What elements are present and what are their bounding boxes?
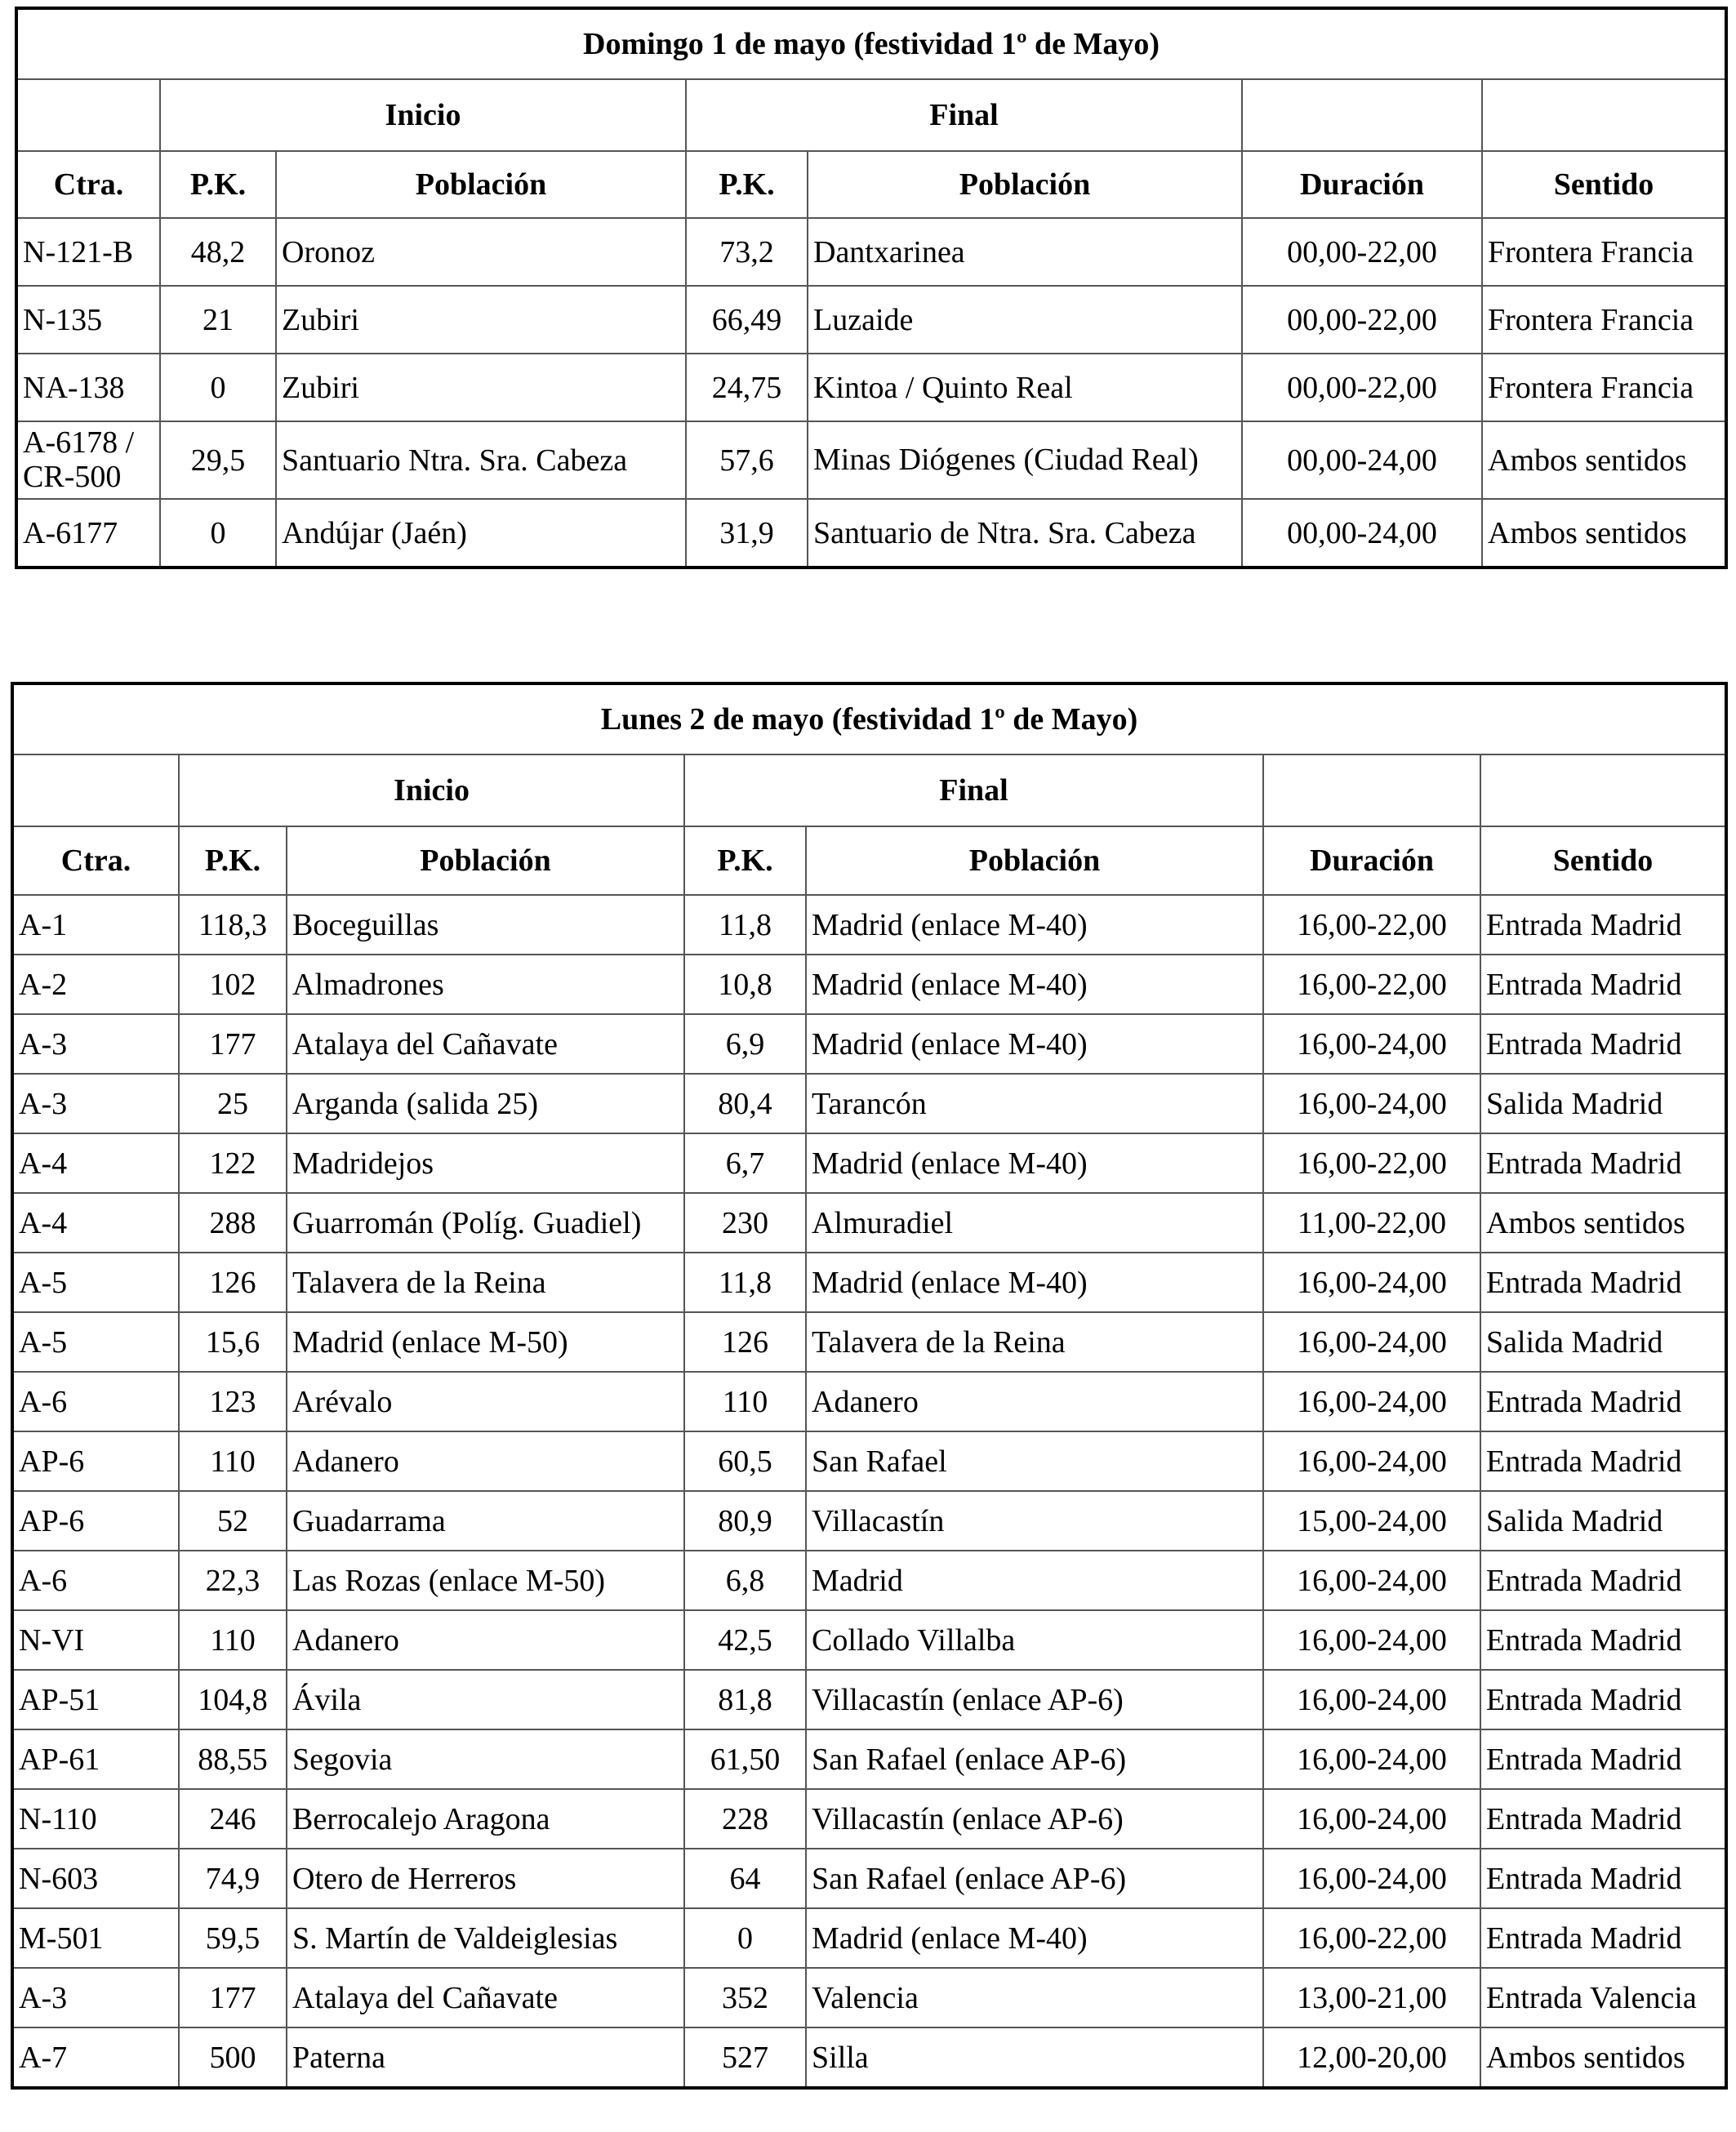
cell-pk-inicio: 118,3	[179, 895, 287, 955]
cell-poblacion-final: Madrid (enlace M-40)	[806, 1014, 1263, 1074]
cell-duracion: 16,00-24,00	[1263, 1610, 1480, 1670]
table-row	[16, 218, 1726, 286]
cell-pk-inicio: 104,8	[179, 1670, 287, 1729]
col-header-sentido: Sentido	[1482, 151, 1726, 218]
cell-poblacion-inicio: Boceguillas	[287, 895, 684, 955]
cell-poblacion-inicio: Arganda (salida 25)	[287, 1074, 684, 1133]
table-row	[12, 1431, 1726, 1491]
cell-duracion: 16,00-24,00	[1263, 1312, 1480, 1372]
cell-pk-final: 126	[684, 1312, 806, 1372]
table-row	[12, 1849, 1726, 1908]
col-header-ctra: Ctra.	[16, 151, 160, 218]
table-row	[12, 1789, 1726, 1849]
col-header-poblacion-final: Población	[808, 151, 1242, 218]
cell-pk-final: 60,5	[684, 1431, 806, 1491]
cell-poblacion-final: San Rafael (enlace AP-6)	[806, 1849, 1263, 1908]
cell-pk-inicio: 21	[160, 286, 276, 354]
col-header-pk-inicio: P.K.	[160, 151, 276, 218]
cell-poblacion-inicio: Arévalo	[287, 1372, 684, 1431]
cell-ctra: A-2	[12, 955, 179, 1014]
cell-pk-final: 228	[684, 1789, 806, 1849]
cell-sentido: Entrada Madrid	[1480, 1908, 1726, 1968]
cell-poblacion-final: Tarancón	[806, 1074, 1263, 1133]
closures-table-may-1	[15, 7, 1728, 569]
table-row	[12, 895, 1726, 955]
group-final: Final	[686, 79, 1242, 151]
cell-sentido: Entrada Madrid	[1480, 1372, 1726, 1431]
cell-pk-final: 31,9	[686, 499, 808, 567]
cell-duracion: 00,00-22,00	[1242, 286, 1482, 354]
cell-pk-inicio: 126	[179, 1253, 287, 1312]
cell-pk-inicio: 29,5	[160, 421, 276, 499]
cell-poblacion-inicio: Otero de Herreros	[287, 1849, 684, 1908]
cell-duracion: 16,00-24,00	[1263, 1253, 1480, 1312]
cell-poblacion-final: Almuradiel	[806, 1193, 1263, 1253]
cell-pk-final: 10,8	[684, 955, 806, 1014]
cell-pk-final: 527	[684, 2027, 806, 2088]
cell-ctra: M-501	[12, 1908, 179, 1968]
cell-poblacion-final: Madrid	[806, 1551, 1263, 1610]
cell-poblacion-final: Luzaide	[808, 286, 1242, 354]
cell-pk-final: 11,8	[684, 1253, 806, 1312]
cell-sentido: Ambos sentidos	[1482, 499, 1726, 567]
table-row	[12, 1491, 1726, 1551]
cell-pk-inicio: 88,55	[179, 1729, 287, 1789]
cell-poblacion-inicio: Almadrones	[287, 955, 684, 1014]
cell-sentido: Entrada Madrid	[1480, 1729, 1726, 1789]
cell-sentido: Entrada Madrid	[1480, 955, 1726, 1014]
cell-poblacion-final: Adanero	[806, 1372, 1263, 1431]
group-spacer	[1242, 79, 1482, 151]
cell-pk-inicio: 246	[179, 1789, 287, 1849]
cell-poblacion-inicio: S. Martín de Valdeiglesias	[287, 1908, 684, 1968]
cell-poblacion-inicio: Guadarrama	[287, 1491, 684, 1551]
cell-duracion: 16,00-22,00	[1263, 1908, 1480, 1968]
cell-poblacion-inicio: Ávila	[287, 1670, 684, 1729]
cell-ctra: A-5	[12, 1253, 179, 1312]
cell-poblacion-inicio: Berrocalejo Aragona	[287, 1789, 684, 1849]
cell-pk-inicio: 288	[179, 1193, 287, 1253]
cell-ctra: A-6	[12, 1372, 179, 1431]
cell-poblacion-final: San Rafael (enlace AP-6)	[806, 1729, 1263, 1789]
cell-poblacion-inicio: Zubiri	[276, 286, 686, 354]
cell-poblacion-inicio: Guarromán (Políg. Guadiel)	[287, 1193, 684, 1253]
cell-poblacion-inicio: Santuario Ntra. Sra. Cabeza	[276, 421, 686, 499]
table-row	[12, 1193, 1726, 1253]
table-row	[12, 1729, 1726, 1789]
cell-duracion: 15,00-24,00	[1263, 1491, 1480, 1551]
cell-ctra: AP-6	[12, 1491, 179, 1551]
cell-poblacion-final: Collado Villalba	[806, 1610, 1263, 1670]
table-row	[12, 1968, 1726, 2027]
cell-pk-inicio: 48,2	[160, 218, 276, 286]
cell-duracion: 12,00-20,00	[1263, 2027, 1480, 2088]
table-body	[16, 218, 1726, 567]
cell-duracion: 16,00-24,00	[1263, 1431, 1480, 1491]
cell-poblacion-final: Dantxarinea	[808, 218, 1242, 286]
cell-poblacion-inicio: Andújar (Jaén)	[276, 499, 686, 567]
cell-ctra: A-4	[12, 1133, 179, 1193]
group-final: Final	[684, 754, 1263, 826]
cell-poblacion-final: Kintoa / Quinto Real	[808, 354, 1242, 421]
table-title: Lunes 2 de mayo (festividad 1º de Mayo)	[12, 683, 1726, 754]
cell-duracion: 00,00-22,00	[1242, 218, 1482, 286]
table-row	[12, 1014, 1726, 1074]
cell-poblacion-final: Silla	[806, 2027, 1263, 2088]
cell-poblacion-final: Madrid (enlace M-40)	[806, 895, 1263, 955]
cell-pk-final: 11,8	[684, 895, 806, 955]
col-header-poblacion-inicio: Población	[287, 826, 684, 895]
cell-duracion: 11,00-22,00	[1263, 1193, 1480, 1253]
cell-poblacion-inicio: Madrid (enlace M-50)	[287, 1312, 684, 1372]
cell-pk-inicio: 122	[179, 1133, 287, 1193]
table-row	[12, 1253, 1726, 1312]
cell-pk-inicio: 25	[179, 1074, 287, 1133]
cell-sentido: Entrada Madrid	[1480, 1670, 1726, 1729]
cell-sentido: Salida Madrid	[1480, 1074, 1726, 1133]
col-header-ctra: Ctra.	[12, 826, 179, 895]
cell-pk-final: 66,49	[686, 286, 808, 354]
cell-pk-final: 6,7	[684, 1133, 806, 1193]
cell-poblacion-final: Villacastín (enlace AP-6)	[806, 1789, 1263, 1849]
cell-sentido: Entrada Madrid	[1480, 1849, 1726, 1908]
cell-pk-final: 80,4	[684, 1074, 806, 1133]
group-spacer	[16, 79, 160, 151]
cell-poblacion-final: Madrid (enlace M-40)	[806, 1133, 1263, 1193]
cell-pk-inicio: 0	[160, 499, 276, 567]
col-header-pk-inicio: P.K.	[179, 826, 287, 895]
cell-poblacion-final: Santuario de Ntra. Sra. Cabeza	[808, 499, 1242, 567]
group-inicio: Inicio	[160, 79, 686, 151]
cell-pk-inicio: 74,9	[179, 1849, 287, 1908]
cell-sentido: Entrada Madrid	[1480, 1253, 1726, 1312]
cell-poblacion-inicio: Adanero	[287, 1610, 684, 1670]
cell-duracion: 16,00-22,00	[1263, 895, 1480, 955]
group-spacer	[12, 754, 179, 826]
cell-poblacion-final: Madrid (enlace M-40)	[806, 1253, 1263, 1312]
cell-poblacion-inicio: Paterna	[287, 2027, 684, 2088]
cell-poblacion-final: Villacastín	[806, 1491, 1263, 1551]
table-row	[12, 1312, 1726, 1372]
cell-duracion: 16,00-24,00	[1263, 1551, 1480, 1610]
col-header-duracion: Duración	[1263, 826, 1480, 895]
cell-poblacion-final: Minas Diógenes (Ciudad Real)	[808, 421, 1242, 499]
table-row	[12, 1372, 1726, 1431]
cell-ctra: AP-6	[12, 1431, 179, 1491]
cell-pk-final: 61,50	[684, 1729, 806, 1789]
cell-poblacion-inicio: Atalaya del Cañavate	[287, 1014, 684, 1074]
cell-duracion: 13,00-21,00	[1263, 1968, 1480, 2027]
cell-ctra: A-3	[12, 1968, 179, 2027]
cell-pk-final: 73,2	[686, 218, 808, 286]
cell-duracion: 16,00-24,00	[1263, 1372, 1480, 1431]
col-header-pk-final: P.K.	[686, 151, 808, 218]
cell-duracion: 16,00-24,00	[1263, 1014, 1480, 1074]
cell-ctra: A-4	[12, 1193, 179, 1253]
cell-ctra: N-121-B	[16, 218, 160, 286]
cell-ctra: AP-51	[12, 1670, 179, 1729]
cell-poblacion-inicio: Segovia	[287, 1729, 684, 1789]
cell-duracion: 16,00-24,00	[1263, 1849, 1480, 1908]
table-row	[12, 955, 1726, 1014]
cell-pk-inicio: 110	[179, 1610, 287, 1670]
cell-ctra: NA-138	[16, 354, 160, 421]
cell-duracion: 00,00-24,00	[1242, 499, 1482, 567]
cell-duracion: 16,00-24,00	[1263, 1729, 1480, 1789]
cell-ctra: N-110	[12, 1789, 179, 1849]
cell-pk-final: 230	[684, 1193, 806, 1253]
cell-poblacion-inicio: Oronoz	[276, 218, 686, 286]
cell-duracion: 00,00-24,00	[1242, 421, 1482, 499]
cell-sentido: Entrada Madrid	[1480, 1014, 1726, 1074]
cell-pk-inicio: 0	[160, 354, 276, 421]
cell-sentido: Frontera Francia	[1482, 218, 1726, 286]
cell-pk-final: 6,9	[684, 1014, 806, 1074]
table-row	[12, 1610, 1726, 1670]
cell-poblacion-inicio: Adanero	[287, 1431, 684, 1491]
cell-duracion: 16,00-24,00	[1263, 1789, 1480, 1849]
cell-pk-inicio: 52	[179, 1491, 287, 1551]
cell-poblacion-inicio: Madridejos	[287, 1133, 684, 1193]
cell-pk-inicio: 102	[179, 955, 287, 1014]
group-spacer	[1263, 754, 1480, 826]
cell-duracion: 00,00-22,00	[1242, 354, 1482, 421]
cell-sentido: Salida Madrid	[1480, 1491, 1726, 1551]
cell-pk-inicio: 177	[179, 1968, 287, 2027]
cell-pk-final: 110	[684, 1372, 806, 1431]
cell-poblacion-inicio: Zubiri	[276, 354, 686, 421]
cell-pk-inicio: 500	[179, 2027, 287, 2088]
cell-pk-inicio: 123	[179, 1372, 287, 1431]
cell-pk-final: 6,8	[684, 1551, 806, 1610]
table-row	[16, 286, 1726, 354]
cell-poblacion-final: Talavera de la Reina	[806, 1312, 1263, 1372]
cell-duracion: 16,00-22,00	[1263, 1133, 1480, 1193]
table-row	[12, 2027, 1726, 2088]
table-row	[16, 354, 1726, 421]
cell-ctra: A-6177	[16, 499, 160, 567]
cell-ctra: A-5	[12, 1312, 179, 1372]
cell-pk-final: 57,6	[686, 421, 808, 499]
cell-ctra: A-1	[12, 895, 179, 955]
cell-pk-inicio: 177	[179, 1014, 287, 1074]
cell-pk-inicio: 110	[179, 1431, 287, 1491]
cell-pk-inicio: 59,5	[179, 1908, 287, 1968]
cell-pk-inicio: 15,6	[179, 1312, 287, 1372]
table-row	[12, 1074, 1726, 1133]
cell-sentido: Entrada Madrid	[1480, 1610, 1726, 1670]
cell-poblacion-final: Madrid (enlace M-40)	[806, 955, 1263, 1014]
cell-ctra: A-7	[12, 2027, 179, 2088]
table-row	[12, 1551, 1726, 1610]
cell-pk-final: 81,8	[684, 1670, 806, 1729]
group-spacer	[1480, 754, 1726, 826]
cell-sentido: Entrada Madrid	[1480, 1789, 1726, 1849]
cell-sentido: Entrada Valencia	[1480, 1968, 1726, 2027]
cell-duracion: 16,00-22,00	[1263, 955, 1480, 1014]
cell-duracion: 16,00-24,00	[1263, 1074, 1480, 1133]
cell-ctra: N-135	[16, 286, 160, 354]
cell-sentido: Ambos sentidos	[1482, 421, 1726, 499]
col-header-poblacion-final: Población	[806, 826, 1263, 895]
cell-poblacion-inicio: Talavera de la Reina	[287, 1253, 684, 1312]
cell-sentido: Ambos sentidos	[1480, 2027, 1726, 2088]
col-header-poblacion-inicio: Población	[276, 151, 686, 218]
cell-ctra: A-3	[12, 1074, 179, 1133]
table-row	[16, 499, 1726, 567]
cell-sentido: Salida Madrid	[1480, 1312, 1726, 1372]
col-header-duracion: Duración	[1242, 151, 1482, 218]
cell-pk-final: 42,5	[684, 1610, 806, 1670]
cell-sentido: Frontera Francia	[1482, 354, 1726, 421]
closures-table-may-2	[11, 682, 1728, 2090]
group-spacer	[1482, 79, 1726, 151]
cell-sentido: Frontera Francia	[1482, 286, 1726, 354]
cell-ctra: N-VI	[12, 1610, 179, 1670]
cell-pk-final: 352	[684, 1968, 806, 2027]
table-row	[12, 1670, 1726, 1729]
cell-ctra: A-6178 / CR-500	[16, 421, 160, 499]
table-row	[12, 1133, 1726, 1193]
cell-pk-final: 24,75	[686, 354, 808, 421]
cell-poblacion-inicio: Las Rozas (enlace M-50)	[287, 1551, 684, 1610]
cell-sentido: Ambos sentidos	[1480, 1193, 1726, 1253]
cell-ctra: A-3	[12, 1014, 179, 1074]
table-body	[12, 895, 1726, 2088]
cell-pk-inicio: 22,3	[179, 1551, 287, 1610]
cell-duracion: 16,00-24,00	[1263, 1670, 1480, 1729]
cell-poblacion-final: Villacastín (enlace AP-6)	[806, 1670, 1263, 1729]
cell-ctra: AP-61	[12, 1729, 179, 1789]
col-header-pk-final: P.K.	[684, 826, 806, 895]
cell-pk-final: 80,9	[684, 1491, 806, 1551]
col-header-sentido: Sentido	[1480, 826, 1726, 895]
cell-sentido: Entrada Madrid	[1480, 1431, 1726, 1491]
table-row	[12, 1908, 1726, 1968]
table-row	[16, 421, 1726, 499]
group-inicio: Inicio	[179, 754, 684, 826]
cell-pk-final: 64	[684, 1849, 806, 1908]
cell-sentido: Entrada Madrid	[1480, 1551, 1726, 1610]
cell-poblacion-final: Madrid (enlace M-40)	[806, 1908, 1263, 1968]
cell-sentido: Entrada Madrid	[1480, 1133, 1726, 1193]
cell-sentido: Entrada Madrid	[1480, 895, 1726, 955]
cell-pk-final: 0	[684, 1908, 806, 1968]
table-title: Domingo 1 de mayo (festividad 1º de Mayo)	[16, 8, 1726, 79]
cell-ctra: N-603	[12, 1849, 179, 1908]
cell-ctra: A-6	[12, 1551, 179, 1610]
cell-poblacion-final: San Rafael	[806, 1431, 1263, 1491]
cell-poblacion-inicio: Atalaya del Cañavate	[287, 1968, 684, 2027]
cell-poblacion-final: Valencia	[806, 1968, 1263, 2027]
